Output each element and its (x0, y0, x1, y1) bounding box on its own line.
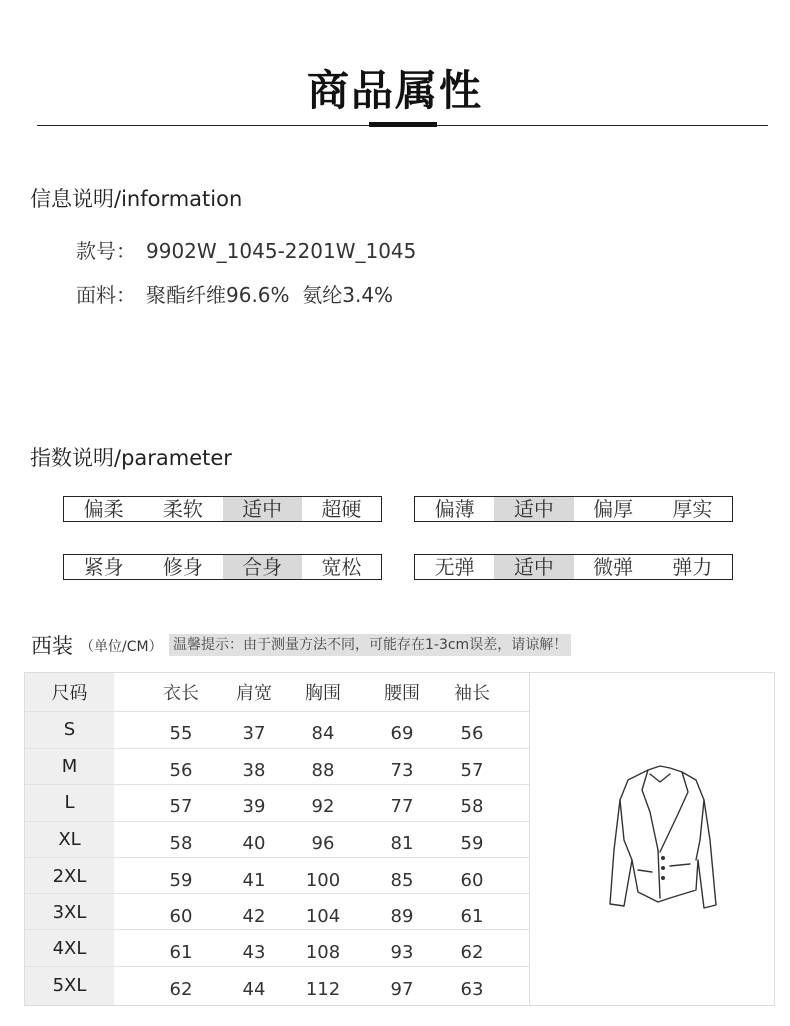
elasticity-option: 弹力 (672, 555, 713, 579)
elasticity-option: 无弹 (434, 555, 475, 579)
table-cell: 96 (311, 833, 335, 854)
softness-option: 超硬 (321, 497, 362, 521)
suit-unit: （单位/CM） (80, 639, 163, 655)
info-heading: 信息说明/information (30, 187, 243, 211)
style-number-value: 9902W_1045-2201W_1045 (146, 239, 417, 263)
table-header-cell: 肩宽 (236, 683, 272, 704)
softness-option: 柔软 (162, 497, 203, 521)
thickness-option: 偏厚 (593, 497, 634, 521)
table-cell: 44 (242, 979, 266, 1000)
table-cell: 37 (242, 723, 266, 744)
table-cell: 60 (169, 906, 193, 927)
fabric-line (76, 279, 393, 308)
table-cell: 85 (390, 870, 414, 891)
elasticity-scale (414, 554, 733, 580)
table-cell: 42 (242, 906, 266, 927)
table-cell: 57 (460, 760, 484, 781)
table-header-cell: 腰围 (384, 683, 420, 704)
table-cell: 88 (311, 760, 335, 781)
fabric-label: 面料： (76, 283, 136, 307)
thickness-scale (414, 496, 733, 522)
table-cell: 112 (305, 979, 341, 1000)
suit-jacket-icon (598, 760, 728, 920)
table-cell: 57 (169, 796, 193, 817)
elasticity-option: 适中 (494, 555, 573, 579)
table-cell: 56 (169, 760, 193, 781)
table-cell: 89 (390, 906, 414, 927)
table-cell: 62 (460, 942, 484, 963)
table-cell: 56 (460, 723, 484, 744)
size-cell: L (64, 792, 75, 813)
size-cell: XL (58, 829, 81, 850)
table-cell: 59 (169, 870, 193, 891)
table-cell: 63 (460, 979, 484, 1000)
title-divider-accent (369, 122, 437, 127)
thickness-option: 偏薄 (434, 497, 475, 521)
table-cell: 93 (390, 942, 414, 963)
table-header-cell: 袖长 (454, 683, 490, 704)
params-heading: 指数说明/parameter (30, 446, 232, 470)
table-header-cell: 胸围 (305, 683, 341, 704)
table-cell: 60 (460, 870, 484, 891)
table-cell: 61 (169, 942, 193, 963)
softness-scale (63, 496, 382, 522)
table-cell: 38 (242, 760, 266, 781)
size-cell: M (61, 756, 78, 777)
size-cell: 4XL (52, 938, 87, 959)
table-cell: 108 (305, 942, 341, 963)
style-number-label: 款号： (76, 239, 136, 263)
table-cell: 41 (242, 870, 266, 891)
page-title: 商品属性 (306, 66, 483, 115)
fit-option: 合身 (223, 555, 302, 579)
table-cell: 39 (242, 796, 266, 817)
table-cell: 62 (169, 979, 193, 1000)
table-cell: 97 (390, 979, 414, 1000)
table-cell: 84 (311, 723, 335, 744)
table-cell: 40 (242, 833, 266, 854)
table-cell: 43 (242, 942, 266, 963)
table-cell: 58 (460, 796, 484, 817)
table-cell: 58 (169, 833, 193, 854)
table-cell: 92 (311, 796, 335, 817)
table-row-divider (25, 893, 529, 894)
table-cell: 100 (305, 870, 341, 891)
size-cell: S (63, 719, 76, 740)
thickness-option: 适中 (494, 497, 573, 521)
softness-option: 偏柔 (83, 497, 124, 521)
table-row-divider (25, 929, 529, 930)
size-cell: 2XL (52, 866, 87, 887)
suit-title: 西装 (31, 634, 73, 658)
elasticity-option: 微弹 (593, 555, 634, 579)
table-row-divider (25, 966, 529, 967)
table-row-divider (25, 748, 529, 749)
thickness-option: 厚实 (672, 497, 713, 521)
table-row-divider (25, 784, 529, 785)
table-cell: 73 (390, 760, 414, 781)
size-cell: 5XL (52, 975, 87, 996)
fit-option: 紧身 (83, 555, 124, 579)
table-cell: 77 (390, 796, 414, 817)
table-cell: 104 (305, 906, 341, 927)
measurement-notice: 温馨提示：由于测量方法不同，可能存在1-3cm误差，请谅解！ (169, 634, 571, 656)
table-image-divider (529, 673, 530, 1005)
table-cell: 61 (460, 906, 484, 927)
table-header-cell: 尺码 (51, 683, 88, 704)
fit-option: 宽松 (321, 555, 362, 579)
fabric-value: 聚酯纤维96.6% 氨纶3.4% (146, 283, 394, 307)
table-row-divider (25, 857, 529, 858)
style-number-line (76, 235, 416, 264)
table-cell: 59 (460, 833, 484, 854)
table-cell: 81 (390, 833, 414, 854)
fit-scale (63, 554, 382, 580)
table-row-divider (25, 821, 529, 822)
table-cell: 69 (390, 723, 414, 744)
fit-option: 修身 (162, 555, 203, 579)
table-header-cell: 衣长 (163, 683, 199, 704)
table-row-divider (25, 711, 529, 712)
table-cell: 55 (169, 723, 193, 744)
size-cell: 3XL (52, 902, 87, 923)
softness-option: 适中 (223, 497, 302, 521)
